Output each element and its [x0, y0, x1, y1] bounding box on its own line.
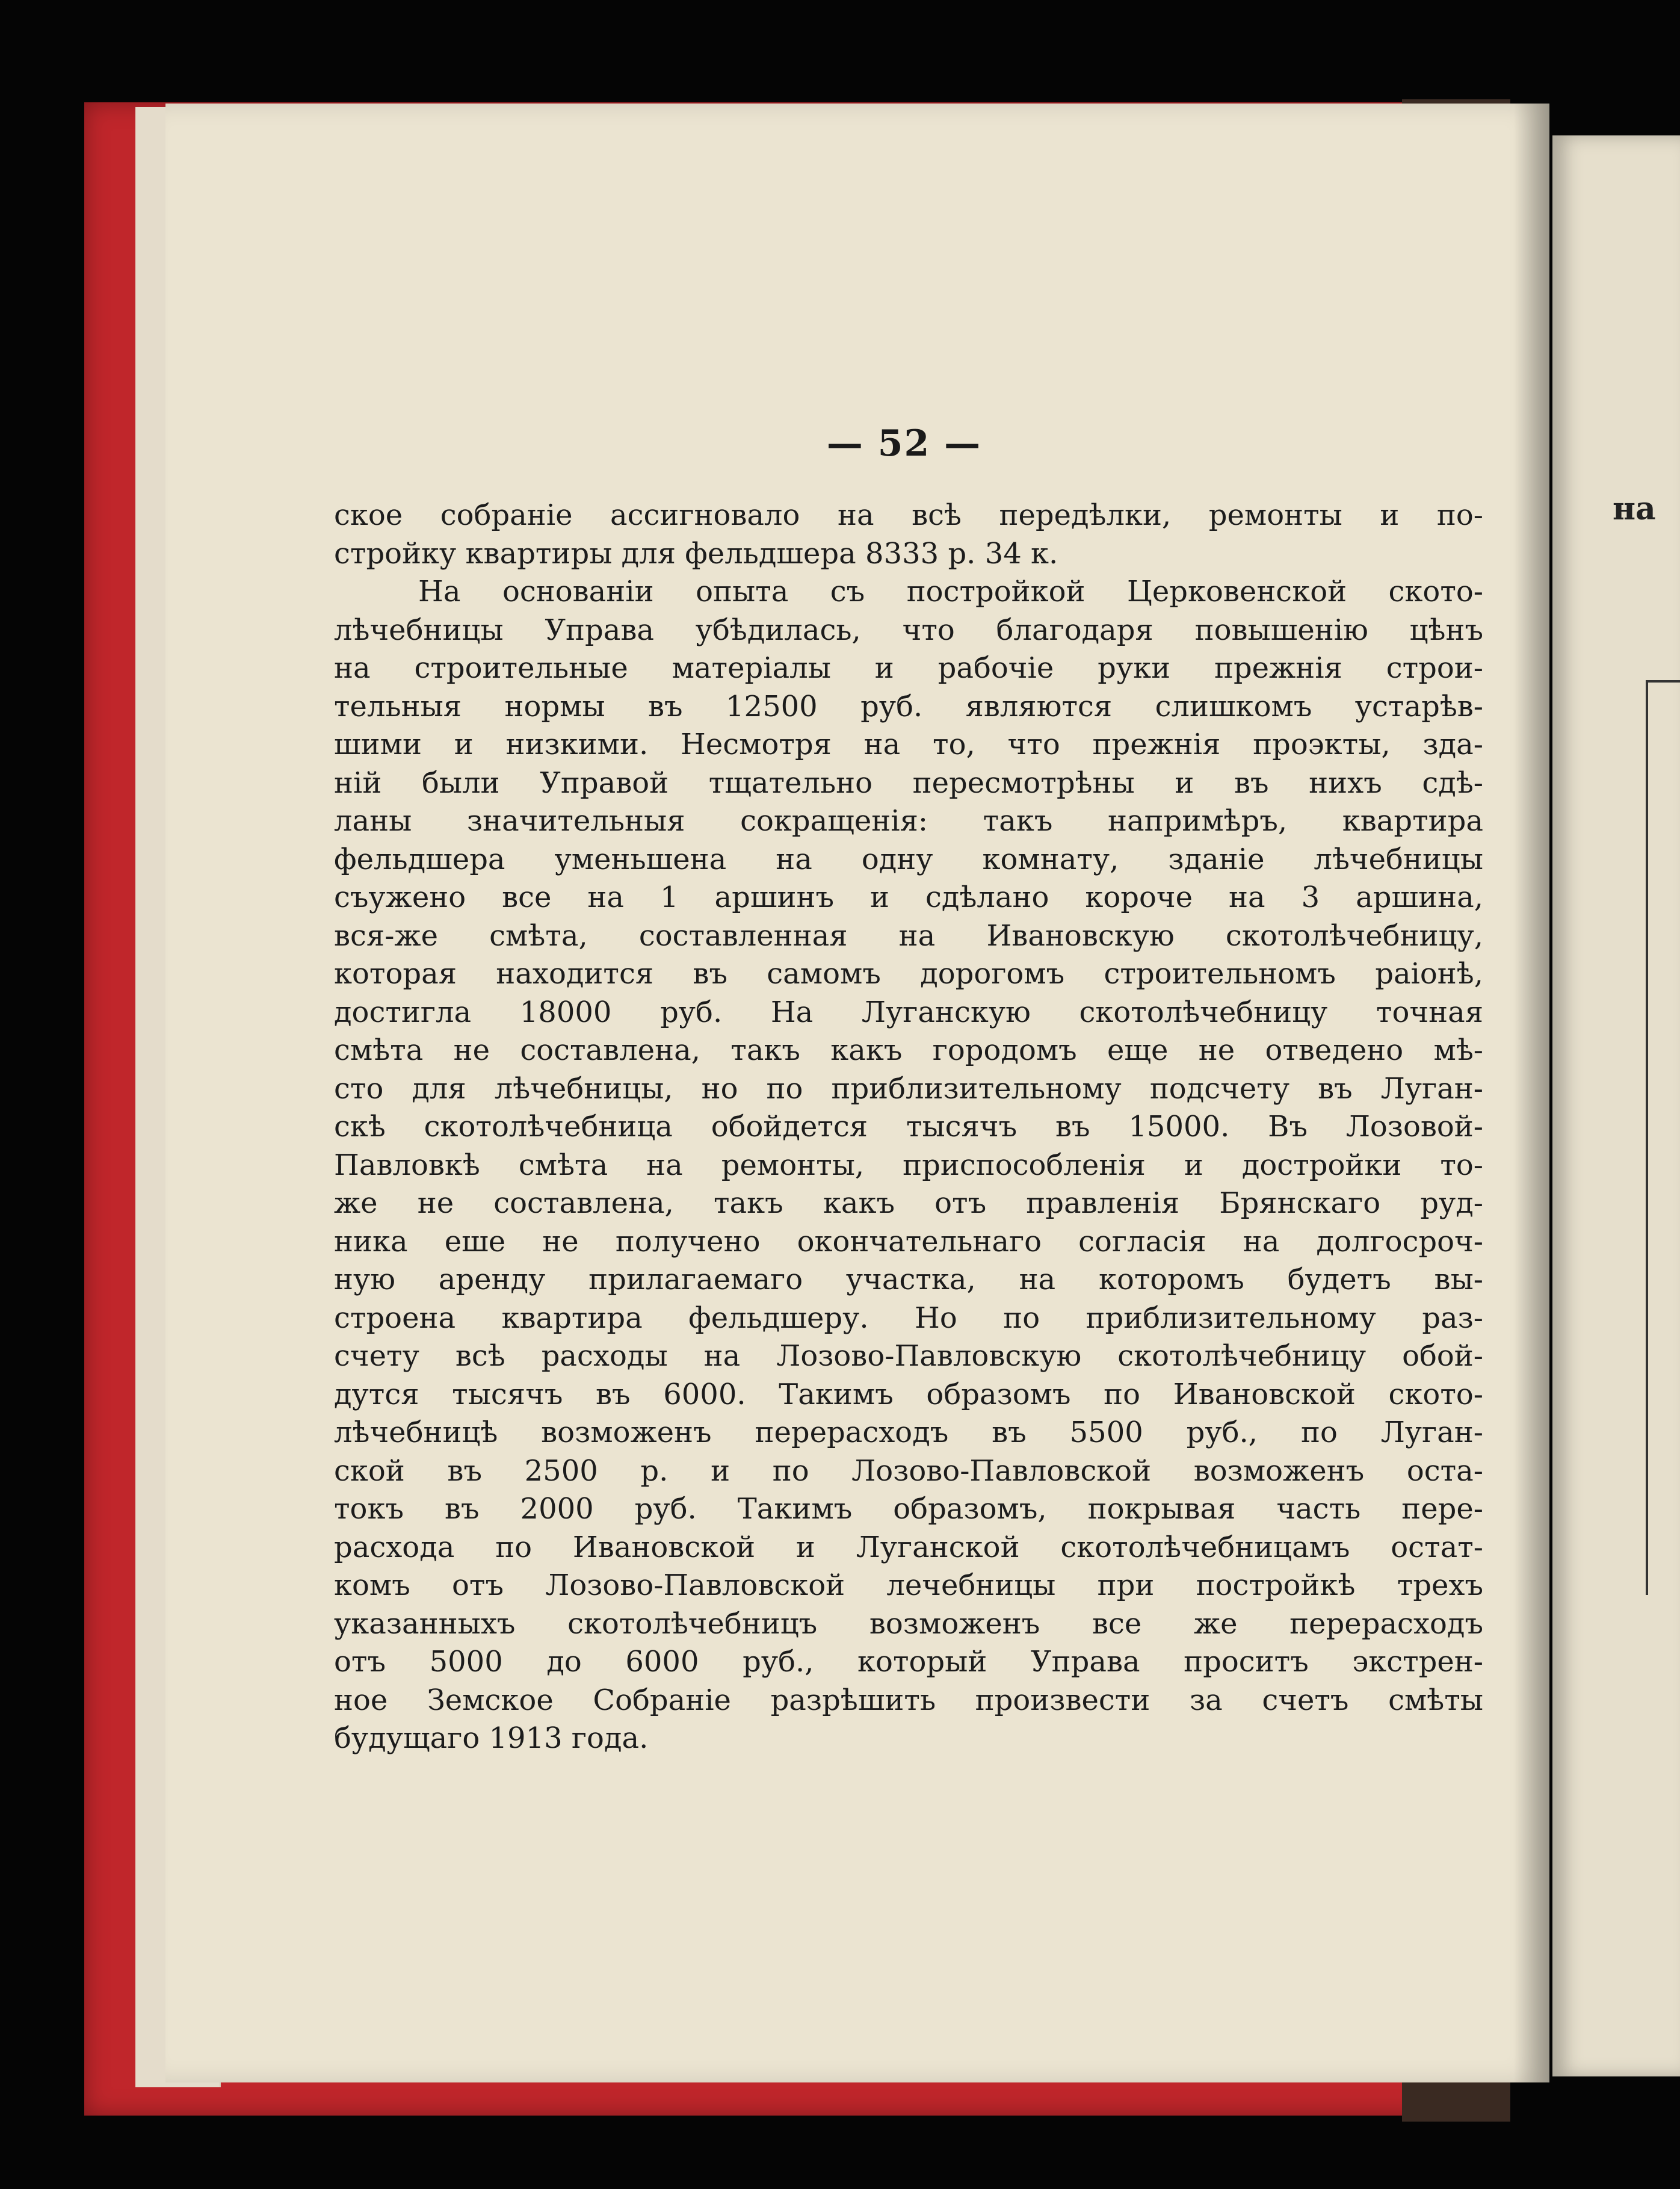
text-line: расхода по Ивановской и Луганской скотолѣчебницамъ остат- — [334, 1530, 1483, 1564]
text-line: сто для лѣчебницы, но по приблизительному подсчету въ Луган- — [334, 1071, 1483, 1106]
book-page — [165, 104, 1549, 2082]
text-line: ній были Управой тщательно пересмотрѣны и въ нихъ сдѣ- — [334, 766, 1483, 800]
text-line: ную аренду прилагаемаго участка, на которомъ будетъ вы- — [334, 1263, 1483, 1296]
text-line: дутся тысячъ въ 6000. Такимъ образомъ по Ивановской ското- — [334, 1377, 1483, 1411]
text-line: счету всѣ расходы на Лозово-Павловскую скотолѣчебницу обой- — [334, 1339, 1483, 1373]
text-line: На основаніи опыта съ постройкой Церковенской ското- — [418, 575, 1483, 608]
text-line: смѣта не составлена, такъ какъ городомъ еще не отведено мѣ- — [334, 1033, 1483, 1067]
page-gutter-shadow — [1513, 104, 1549, 2082]
text-line: ное Земское Собраніе разрѣшить произвести за счетъ смѣты — [334, 1683, 1483, 1717]
text-line: Павловкѣ смѣта на ремонты, приспособленія и достройки то- — [334, 1148, 1483, 1182]
text-line: лѣчебницѣ возможенъ перерасходъ въ 5500 руб., по Луган- — [334, 1416, 1483, 1449]
page-number-text: — 52 — — [826, 423, 982, 465]
text-line: вся-же смѣта, составленная на Ивановскую скотолѣчебницу, — [334, 918, 1483, 953]
text-line: ника еше не получено окончательнаго согласія на долгосроч- — [334, 1224, 1483, 1259]
text-line: шими и низкими. Несмотря на то, что прежнія проэкты, зда- — [334, 728, 1483, 761]
text-line: же не составлена, такъ какъ отъ правленія Брянскаго руд- — [334, 1186, 1483, 1220]
text-line: которая находится въ самомъ дорогомъ строительномъ раіонѣ, — [334, 957, 1483, 991]
text-line: фельдшера уменьшена на одну комнату, зданіе лѣчебницы — [334, 842, 1483, 876]
text-line: стройку квартиры для фельдшера 8333 р. 34 к. — [334, 536, 1058, 571]
text-line: комъ отъ Лозово-Павловской лечебницы при постройкѣ трехъ — [334, 1568, 1483, 1602]
text-line: отъ 5000 до 6000 руб., который Управа проситъ экстрен- — [334, 1645, 1483, 1679]
text-line: указанныхъ скотолѣчебницъ возможенъ все же перерасходъ — [334, 1606, 1483, 1641]
text-line: съужено все на 1 аршинъ и сдѣлано короче на 3 аршина, — [334, 881, 1483, 914]
text-line: тельныя нормы въ 12500 руб. являются слишкомъ устарѣв- — [334, 689, 1483, 723]
page-number — [165, 423, 1549, 465]
body-text — [334, 497, 1483, 1758]
facing-page-border — [1646, 680, 1648, 1595]
text-line: ской въ 2500 р. и по Лозово-Павловской возможенъ оста- — [334, 1454, 1483, 1488]
text-line: ланы значительныя сокращенія: такъ напримѣръ, квартира — [334, 804, 1483, 838]
text-line: строена квартира фельдшеру. Но по приблизительному раз- — [334, 1301, 1483, 1335]
text-line: достигла 18000 руб. На Луганскую скотолѣчебницу точная — [334, 995, 1483, 1029]
text-line: будущаго 1913 года. — [334, 1721, 649, 1755]
text-line: на строительные матеріалы и рабочіе руки прежнія строи- — [334, 651, 1483, 685]
text-line: токъ въ 2000 руб. Такимъ образомъ, покрывая часть пере- — [334, 1492, 1483, 1526]
facing-page-text: на — [1613, 491, 1656, 527]
facing-page — [1552, 135, 1680, 2076]
facing-page-rule — [1646, 680, 1680, 683]
text-line: лѣчебницы Управа убѣдилась, что благодаря повышенію цѣнъ — [334, 613, 1483, 647]
text-line: ское собраніе ассигновало на всѣ передѣлки, ремонты и по- — [334, 498, 1483, 532]
text-line: скѣ скотолѣчебница обойдется тысячъ въ 15000. Въ Лозовой- — [334, 1110, 1483, 1144]
